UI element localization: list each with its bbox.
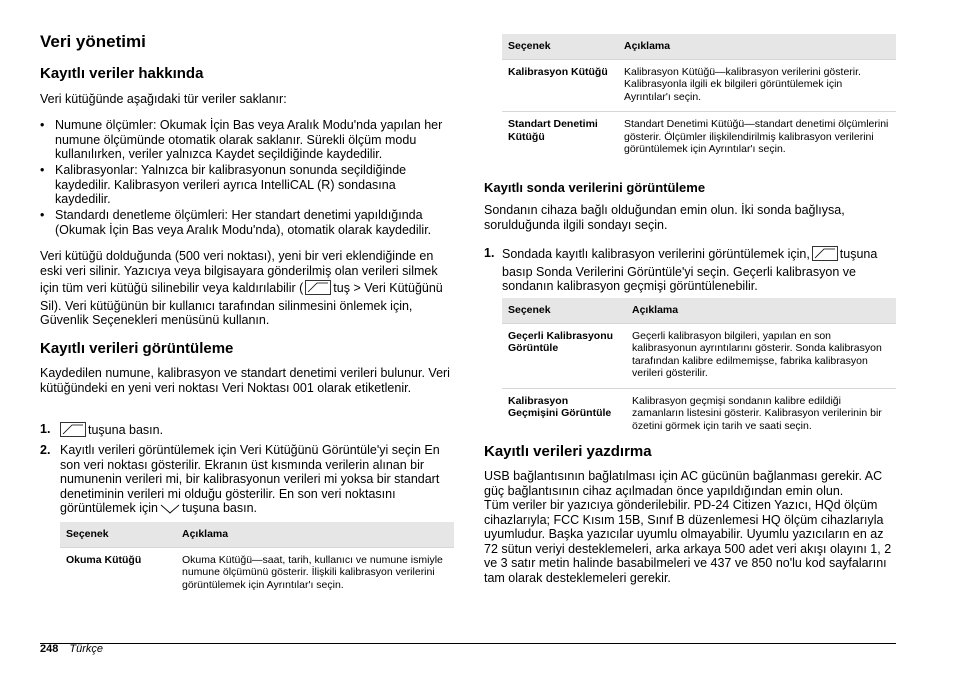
step-number: 1. — [40, 422, 51, 436]
table-header-option: Seçenek — [502, 34, 618, 59]
options-table — [60, 522, 454, 599]
table-cell-description: Kalibrasyon geçmişi sondanın kalibre edildiği zamanların listesini gösterir. Kalibrasyon verilerinin bir özetini görmek için tarih ve saati seçin. — [626, 388, 896, 440]
table-header-description: Açıklama — [618, 34, 896, 59]
footer-language: Türkçe — [69, 643, 104, 655]
menu-key-icon — [812, 246, 838, 265]
list-item: • Standardı denetleme ölçümleri: Her standart denetimi yapıldığında (Okumak İçin Bas veya Aralık Modu'nda), otomatik olarak kaydedilir. — [40, 208, 454, 237]
step-text: tuşuna basın. — [88, 423, 164, 437]
section-heading-view-data: Kayıtlı verileri görüntüleme — [40, 340, 234, 357]
step-number: 2. — [40, 443, 51, 457]
menu-key-icon — [60, 422, 86, 441]
step-2 — [40, 443, 454, 519]
options-table — [502, 34, 896, 164]
paragraph-text: için tüm veri kütüğü silinebilir veya kaldırılabilir ( — [40, 281, 304, 295]
page-number: 248 — [40, 643, 59, 655]
table-cell-option: Okuma Kütüğü — [60, 547, 176, 599]
footer-divider — [40, 643, 896, 644]
footer — [40, 643, 103, 655]
section-intro: Sondanın cihaza bağlı olduğundan emin olun. İki sonda bağlıysa, sorulduğunda ilgili sondayı seçin. — [484, 203, 845, 232]
table-row — [502, 388, 896, 440]
paragraph: USB bağlantısının bağlatılması için AC gücünün bağlanması gerekir. AC güç bağlantısının cihaz açılmadan önce yapıldığından emin olun. — [484, 469, 883, 498]
table-header-description: Açıklama — [626, 298, 896, 323]
step-number: 1. — [484, 246, 495, 260]
paragraph: Tüm veriler bir yazıcıya gönderilebilir. PD-24 Citizen Yazıcı, HQd ölçüm cihazlarıyla; FCC Kısım 15B, Sınıf B düzenlemesi HQ ölçüm cihazlarıyla uyumludur. Başka yazıcılar uyumlu olmayabilir. Uyumlu yazıcıların en az 72 sütun veriyi desteklemeleri, arka arkaya 500 adet veri akışı olayını 1, 2 ve 3 satır metin halinde basabilmeleri ve 437 ve 850 no'lu kod sayfalarını tam olarak desteklemeleri gerekir. — [484, 498, 892, 585]
step-text: Kayıtlı verileri görüntülemek için Veri Kütüğünü Görüntüle'yi seçin En son veri noktası gösterilir. Ekranın üst kısmında verilerin alınan bir numunenin verileri mi, bir kalibrasyonun verileri mi yoksa bir standart denetiminin verileri mi olduğu gösterilir. En son veri noktasını görüntülemek için — [60, 443, 440, 515]
table-cell-option: Standart Denetimi Kütüğü — [502, 112, 618, 164]
step-text: tuşuna basıp Sonda Verilerini Görüntüle'yi seçin. Geçerli kalibrasyon ve sondanın kalibrasyon geçmişi görüntülenebilir. — [502, 247, 878, 293]
table-row — [502, 323, 896, 388]
menu-key-icon — [305, 280, 331, 299]
paragraph — [40, 280, 454, 328]
step-1 — [40, 422, 454, 441]
paragraph: Veri kütüğü dolduğunda (500 veri noktası), yeni bir veri eklendiğinde en eski veri silinir. Yazıcıya veya bilgisayara gönderilmiş olan verileri silmek — [40, 249, 438, 278]
list-item-text: Standardı denetleme ölçümleri: Her standart denetimi yapıldığında (Okumak İçin Bas veya Aralık Modu'nda), otomatik olarak kaydedilir. — [55, 208, 432, 237]
table-row — [60, 547, 454, 599]
list-item: • Kalibrasyonlar: Yalnızca bir kalibrasyonun sonunda seçildiğinde kaydedilir. Kalibrasyon verileri ayrıca IntelliCAL (R) sondasına kaydedilir. — [40, 163, 454, 207]
section-heading-about-data: Kayıtlı veriler hakkında — [40, 65, 204, 82]
table-header-option: Seçenek — [502, 298, 626, 323]
options-table — [502, 298, 896, 440]
chevron-down-icon — [160, 503, 180, 519]
section-intro: Kaydedilen numune, kalibrasyon ve standart denetimi verileri bulunur. Veri kütüğündeki en yeni veri noktası Veri Noktası 001 olarak etiketlenir. — [40, 366, 450, 395]
step-1 — [484, 246, 896, 294]
table-cell-option: Kalibrasyon Kütüğü — [502, 59, 618, 112]
list-item-text: Kalibrasyonlar: Yalnızca bir kalibrasyonun sonunda seçildiğinde kaydedilir. Kalibrasyon verileri ayrıca IntelliCAL (R) sondasına kaydedilir. — [55, 163, 407, 206]
table-cell-description: Kalibrasyon Kütüğü—kalibrasyon verilerini gösterir. Kalibrasyonla ilgili ek bilgileri görüntülemek için Ayrıntılar'ı seçin. — [618, 59, 896, 112]
table-cell-description: Standart Denetimi Kütüğü—standart denetimi ölçümlerini gösterir. Ölçümler ilişkilendirilmiş kalibrasyon verilerini görüntülemek için Ayrıntılar'ı seçin. — [618, 112, 896, 164]
table-row — [502, 112, 896, 164]
table-header-description: Açıklama — [176, 522, 454, 547]
list-item: • Numune ölçümler: Okumak İçin Bas veya Aralık Modu'nda yapılan her numune ölçümünde otomatik olarak saklanır. Sürekli ölçüm modu kullanılırken, veriler yalnızca Kaydet seçildiğinde kaydedilir. — [40, 118, 454, 162]
table-cell-option: Geçerli Kalibrasyonu Görüntüle — [502, 323, 626, 388]
table-header-option: Seçenek — [60, 522, 176, 547]
table-row — [502, 59, 896, 112]
section-heading-print-data: Kayıtlı verileri yazdırma — [484, 443, 652, 460]
step-text: Sondada kayıtlı kalibrasyon verilerini görüntülemek için, — [502, 247, 810, 261]
table-cell-description: Okuma Kütüğü—saat, tarih, kullanıcı ve numune ismiyle numune ölçümünü gösterir. İlişkili kalibrasyon verilerini görüntülemek için Ayrıntılar'ı seçin. — [176, 547, 454, 599]
list-item-text: Numune ölçümler: Okumak İçin Bas veya Aralık Modu'nda yapılan her numune ölçümünde otomatik olarak saklanır. Sürekli ölçüm modu kullanılırken, veriler yalnızca Kaydet seçildiğinde kaydedilir. — [55, 118, 443, 161]
table-cell-description: Geçerli kalibrasyon bilgileri, yapılan en son kalibrasyonun ayrıntılarını gösterir. Sonda kalibrasyon tarafından kalibre edilmemişse, fabrika kalibrasyon verileri gösterilir. — [626, 323, 896, 388]
page-title: Veri yönetimi — [40, 32, 146, 51]
section-heading-probe-data: Kayıtlı sonda verilerini görüntüleme — [484, 180, 706, 195]
table-cell-option: Kalibrasyon Geçmişini Görüntüle — [502, 388, 626, 440]
section-intro: Veri kütüğünde aşağıdaki tür veriler saklanır: — [40, 92, 287, 106]
step-text: tuşuna basın. — [181, 501, 258, 515]
paragraph-text: tuş > Veri Kütüğünü Sil). Veri kütüğünün bir kullanıcı tarafından silinmesini önlemek için, Güvenlik Seçenekleri menüsünü kullanın. — [40, 281, 443, 327]
